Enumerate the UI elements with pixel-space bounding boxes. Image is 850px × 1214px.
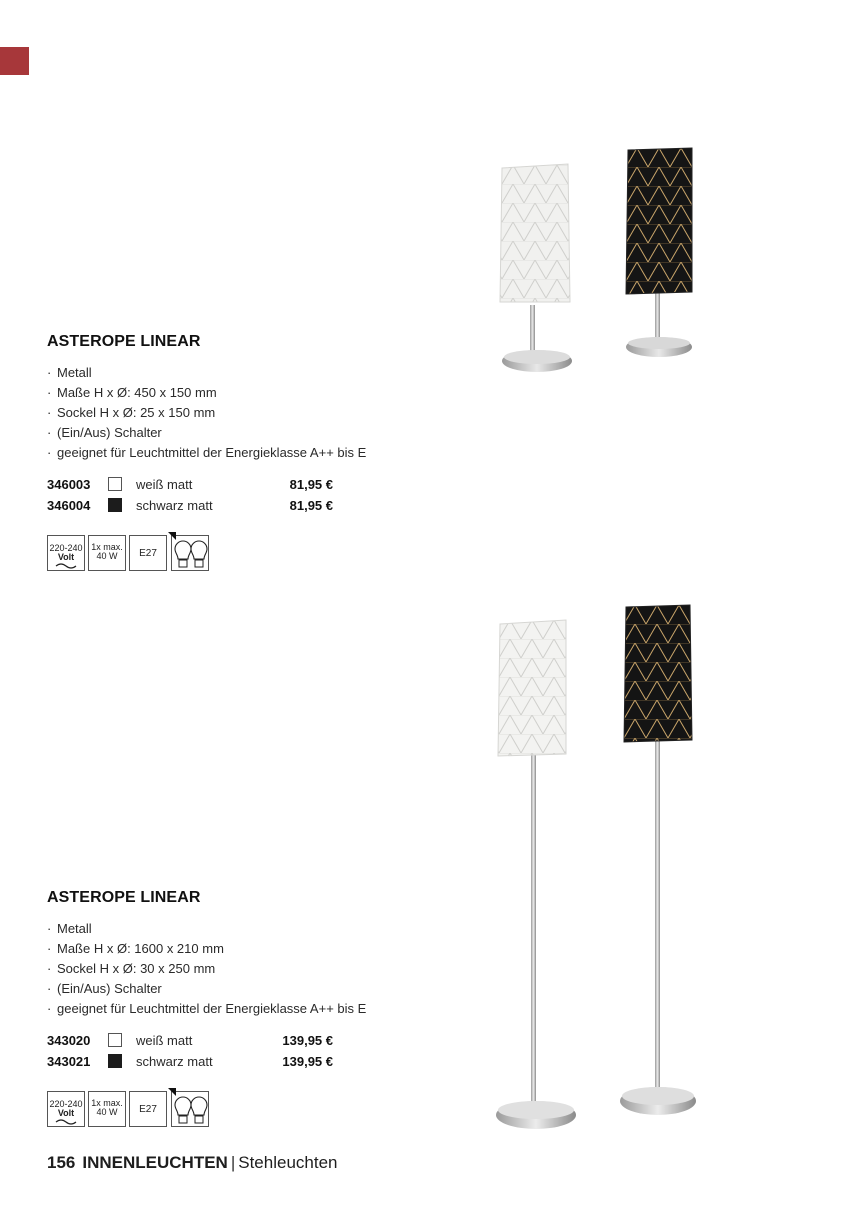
- page-footer: [47, 1153, 338, 1173]
- article-number: 346004: [47, 498, 91, 513]
- corner-tab: [0, 47, 29, 75]
- feature-item: · geeignet für Leuchtmittel der Energieklasse A++ bis E: [47, 445, 367, 460]
- socket-label: E27: [139, 1104, 157, 1115]
- feature-item: · Sockel H x Ø: 25 x 150 mm: [47, 405, 216, 420]
- article-number: 343020: [47, 1033, 91, 1048]
- feature-item: · Maße H x Ø: 1600 x 210 mm: [47, 941, 224, 956]
- voltage-label: Volt: [57, 1108, 75, 1118]
- variant-row: [47, 1052, 427, 1073]
- variant-row: [47, 1031, 427, 1052]
- variant-row: [47, 496, 427, 517]
- page-number: 156: [47, 1153, 76, 1172]
- footer-separator: |: [230, 1153, 236, 1172]
- led-bulb-icon: [171, 1091, 209, 1127]
- subsection-title: Stehleuchten: [238, 1153, 338, 1172]
- voltage-range: 220-240: [49, 543, 83, 553]
- table-lamp-photo: [460, 140, 850, 380]
- variant-row: [47, 475, 427, 496]
- feature-item: · (Ein/Aus) Schalter: [47, 981, 162, 996]
- variant-list: [47, 475, 427, 517]
- voltage-label: Volt: [57, 552, 75, 562]
- feature-item: · Metall: [47, 921, 92, 936]
- white-swatch: [108, 1033, 122, 1047]
- product-title: ASTEROPE LINEAR: [47, 889, 201, 906]
- max-label: 1x max.: [91, 542, 123, 552]
- price: 139,95 €: [282, 1054, 333, 1069]
- spec-icons: [47, 535, 427, 573]
- feature-list: [47, 919, 427, 1019]
- section-title: INNENLEUCHTEN: [82, 1153, 228, 1172]
- product-floor-lamp: [47, 889, 427, 1129]
- spec-icons: [47, 1091, 427, 1129]
- watt-label: 40 W: [96, 551, 118, 561]
- price: 81,95 €: [289, 477, 333, 492]
- color-name: schwarz matt: [136, 1054, 213, 1069]
- socket-icon: [129, 535, 167, 571]
- feature-item: · Sockel H x Ø: 30 x 250 mm: [47, 961, 216, 976]
- max-label: 1x max.: [91, 1098, 123, 1108]
- led-bulb-icon: [171, 535, 209, 571]
- socket-icon: [129, 1091, 167, 1127]
- feature-item: · (Ein/Aus) Schalter: [47, 425, 162, 440]
- product-title: ASTEROPE LINEAR: [47, 333, 201, 350]
- variant-list: [47, 1031, 427, 1073]
- feature-item: · Metall: [47, 365, 92, 380]
- product-table-lamp: [47, 333, 427, 573]
- article-number: 343021: [47, 1054, 91, 1069]
- article-number: 346003: [47, 477, 91, 492]
- price: 81,95 €: [289, 498, 333, 513]
- wattage-icon: [88, 535, 126, 571]
- voltage-icon: [47, 535, 85, 571]
- color-name: weiß matt: [136, 477, 193, 492]
- wattage-icon: [88, 1091, 126, 1127]
- socket-label: E27: [139, 548, 157, 559]
- feature-list: [47, 363, 427, 463]
- color-name: weiß matt: [136, 1033, 193, 1048]
- black-swatch: [108, 1054, 122, 1068]
- feature-item: · geeignet für Leuchtmittel der Energieklasse A++ bis E: [47, 1001, 367, 1016]
- black-swatch: [108, 498, 122, 512]
- price: 139,95 €: [282, 1033, 333, 1048]
- color-name: schwarz matt: [136, 498, 213, 513]
- voltage-icon: [47, 1091, 85, 1127]
- floor-lamp-photo: [460, 595, 850, 1140]
- feature-item: · Maße H x Ø: 450 x 150 mm: [47, 385, 217, 400]
- watt-label: 40 W: [96, 1107, 118, 1117]
- voltage-range: 220-240: [49, 1099, 83, 1109]
- white-swatch: [108, 477, 122, 491]
